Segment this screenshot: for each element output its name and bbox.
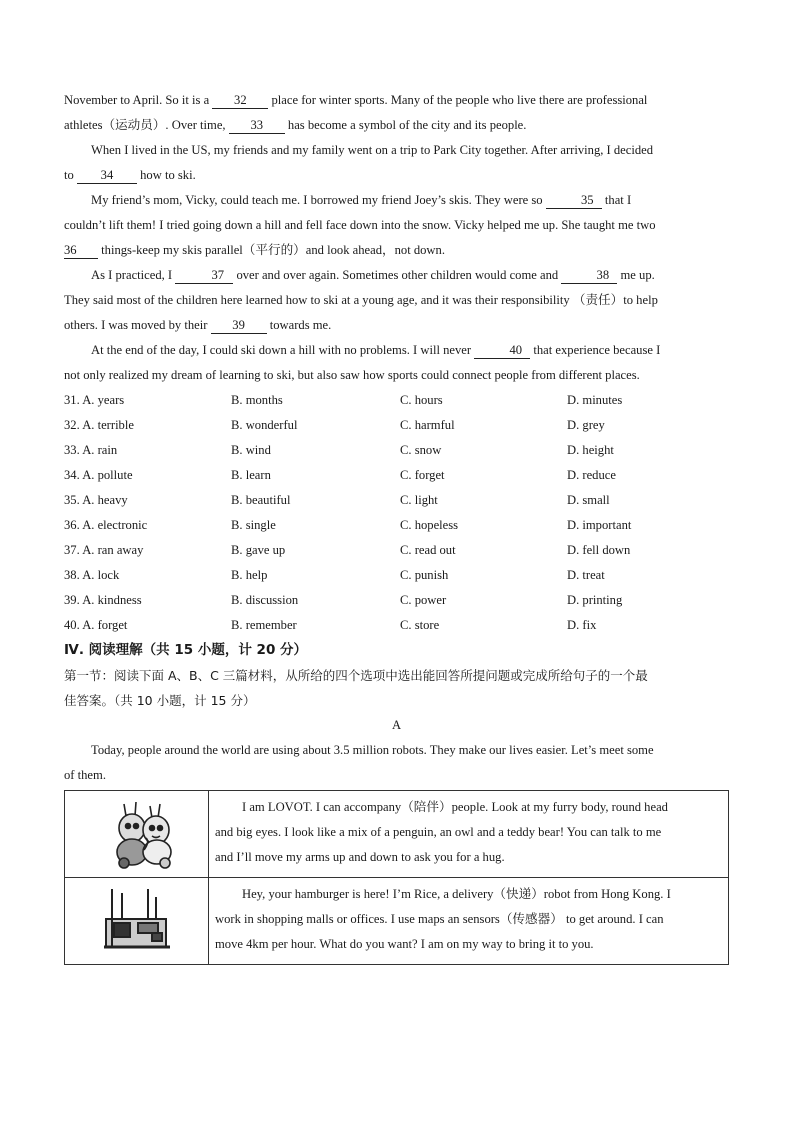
text: work in shopping malls or offices. I use maps an sensors（传感器） to get around. I can [215,912,664,926]
table-row [65,791,729,878]
option-c: C. hopeless [400,518,459,532]
option-a: 36. A. electronic [64,518,148,532]
passage-line [64,88,729,113]
blank-34: 34 [77,168,137,184]
passage-line [64,313,729,338]
text: to [64,168,74,182]
option-d: D. height [567,443,614,457]
blank-35: 35 [546,193,602,209]
text: As I practiced, I [91,268,173,282]
option-row-31 [64,388,729,413]
text: towards me. [269,318,332,332]
text: and I’ll move my arms up and down to ask you for a hug. [215,850,505,864]
option-b: B. wind [231,443,271,457]
option-b: B. wonderful [231,418,298,432]
blank-40: 40 [474,343,530,359]
option-b: B. help [231,568,268,582]
passage-line [64,263,729,288]
passage-line [64,238,729,263]
text: over and over again. Sometimes other children would come and [236,268,559,282]
option-b: B. months [231,393,283,407]
text: place for winter sports. Many of the people who live there are professional [271,93,648,107]
passage-line: couldn’t lift them! I tried going down a hill and fell face down into the snow. Vicky helped me up. She taught me two [64,218,656,232]
option-a: 31. A. years [64,393,125,407]
text: athletes（运动员）. Over time, [64,118,226,132]
text: has become a symbol of the city and its people. [287,118,527,132]
intro-line: of them. [64,768,106,782]
text: At the end of the day, I could ski down a hill with no problems. I will never [91,343,472,357]
passage-line: not only realized my dream of learning to ski, but also saw how sports could connect people from different places. [64,368,640,382]
robot-image-cell [65,878,209,965]
option-d: D. treat [567,568,605,582]
robot-image-cell [65,791,209,878]
option-a: 37. A. ran away [64,543,144,557]
option-c: C. read out [400,543,456,557]
text: and big eyes. I look like a mix of a penguin, an owl and a teddy bear! You can talk to me [215,825,662,839]
text: things-keep my skis parallel（平行的）and look ahead，not down. [101,243,445,257]
option-c: C. forget [400,468,445,482]
blank-32: 32 [212,93,268,109]
lovot-robot-image [66,792,207,872]
section-instructions: 佳答案。（共 10 小题，计 15 分） [64,693,256,708]
robots-table [64,790,729,965]
option-row-38 [64,563,729,588]
option-d: D. grey [567,418,605,432]
option-row-40 [64,613,729,638]
option-row-39 [64,588,729,613]
option-d: D. small [567,493,610,507]
table-row [65,878,729,965]
blank-33: 33 [229,118,285,134]
passage-line: They said most of the children here learned how to ski at a young age, and it was their responsibility （责任）to help [64,293,658,307]
option-c: C. power [400,593,447,607]
option-c: C. punish [400,568,449,582]
robot-description [209,791,729,878]
option-b: B. beautiful [231,493,291,507]
blank-37: 37 [175,268,233,284]
text: move 4km per hour. What do you want? I am on my way to bring it to you. [215,937,594,951]
option-row-34 [64,463,729,488]
blank-39: 39 [211,318,267,334]
passage-label: A [391,718,402,732]
text: that I [604,193,632,207]
option-c: C. harmful [400,418,455,432]
option-row-37 [64,538,729,563]
option-b: B. single [231,518,276,532]
option-a: 34. A. pollute [64,468,133,482]
option-d: D. fell down [567,543,631,557]
option-c: C. snow [400,443,442,457]
option-row-35 [64,488,729,513]
text: November to April. So it is a [64,93,210,107]
option-d: D. important [567,518,632,532]
option-a: 35. A. heavy [64,493,128,507]
option-d: D. reduce [567,468,616,482]
text: that experience because I [533,343,661,357]
options-list [64,388,729,638]
option-b: B. gave up [231,543,286,557]
blank-38: 38 [561,268,617,284]
passage-line [64,113,729,138]
option-a: 32. A. terrible [64,418,134,432]
option-d: D. printing [567,593,623,607]
intro-line: Today, people around the world are using about 3.5 million robots. They make our lives easier. Let’s meet some [91,743,654,757]
delivery-robot-image [66,879,207,959]
option-d: D. fix [567,618,597,632]
exam-page [64,88,729,965]
option-row-36 [64,513,729,538]
text: My friend’s mom, Vicky, could teach me. I borrowed my friend Joey’s skis. They were so [91,193,543,207]
section-instructions: 第一节：阅读下面 A、B、C 三篇材料，从所给的四个选项中选出能回答所提问题或完成所给句子的一个最 [64,668,648,683]
text: I am LOVOT. I can accompany（陪伴）people. Look at my furry body, round head [242,800,668,814]
blank-36: 36 [64,243,98,259]
passage-line: When I lived in the US, my friends and my family went on a trip to Park City together. After arriving, I decided [91,143,654,157]
option-c: C. store [400,618,440,632]
passage-line [64,188,729,213]
option-d: D. minutes [567,393,623,407]
text: me up. [620,268,655,282]
option-a: 38. A. lock [64,568,120,582]
text: Hey, your hamburger is here! I’m Rice, a delivery（快递）robot from Hong Kong. I [242,887,671,901]
option-b: B. discussion [231,593,299,607]
section-heading: Ⅳ. 阅读理解（共 15 小题，计 20 分） [64,642,308,658]
option-c: C. light [400,493,438,507]
option-row-32 [64,413,729,438]
option-b: B. learn [231,468,271,482]
text: how to ski. [140,168,196,182]
option-a: 33. A. rain [64,443,118,457]
passage-line [64,163,729,188]
option-b: B. remember [231,618,297,632]
robot-description [209,878,729,965]
option-a: 39. A. kindness [64,593,142,607]
option-a: 40. A. forget [64,618,128,632]
passage-line [64,338,729,363]
option-c: C. hours [400,393,443,407]
option-row-33 [64,438,729,463]
text: others. I was moved by their [64,318,208,332]
